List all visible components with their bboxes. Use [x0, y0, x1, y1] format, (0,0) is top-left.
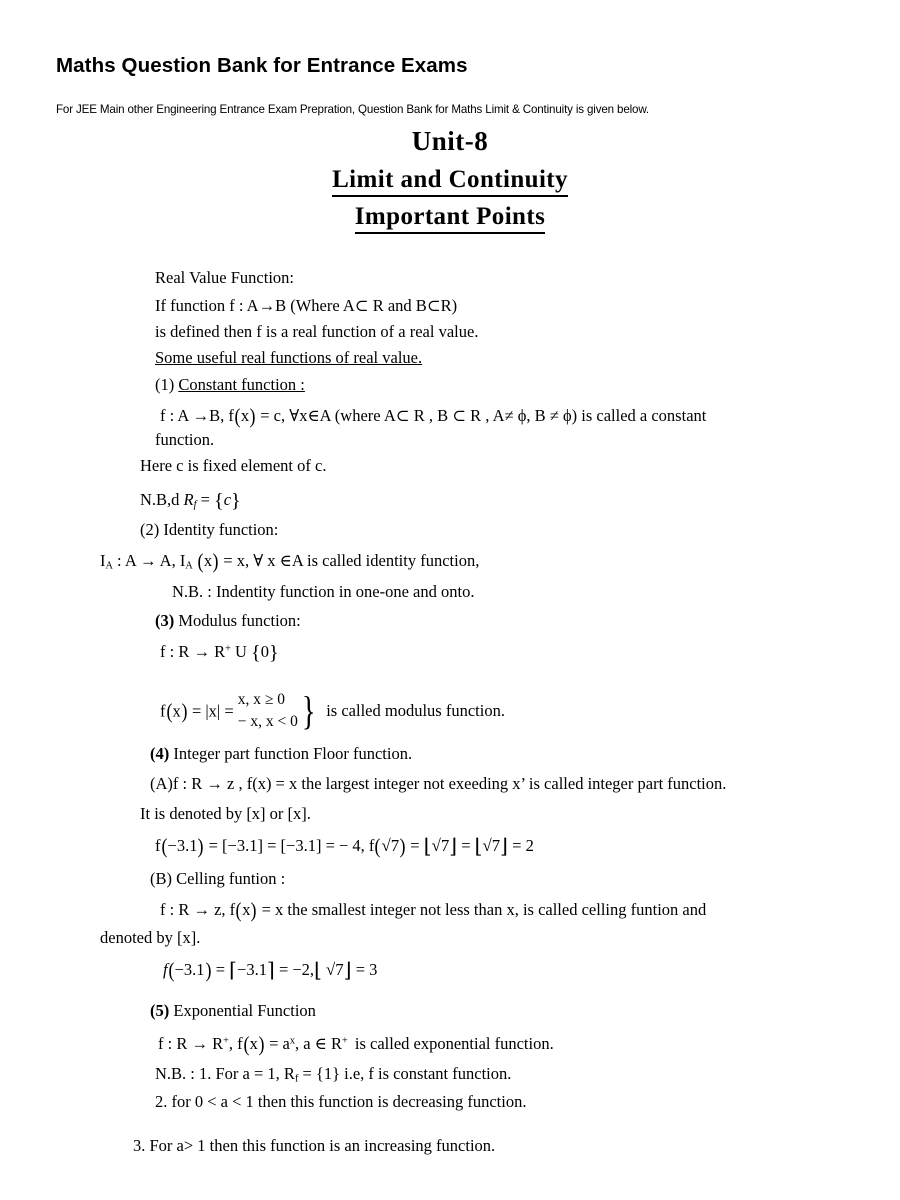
item3-tail: is called modulus function. — [326, 701, 505, 721]
item5-def-e: = a — [269, 1034, 290, 1053]
item4b-denoted-text: denoted by [x]. — [100, 928, 201, 947]
line-item4a-denoted — [140, 806, 311, 823]
nbd-equals: = — [200, 490, 210, 509]
item1-number: (1) — [155, 375, 175, 394]
page-title: Maths Question Bank for Entrance Exams — [56, 54, 468, 77]
line-item1-heading — [155, 377, 305, 394]
heading-section-text: Important Points — [355, 203, 545, 234]
item4a-eq-equals-2: = — [461, 836, 471, 855]
line-item4b-example: f(−3.1) = ⌈−3.1⌉ = −2,⌊ √7⌋ = 3 — [163, 957, 378, 982]
arrow-icon: → — [139, 551, 157, 570]
item5-number: (5) — [150, 1001, 170, 1020]
item4a-eq-mid: = [−3.1] = [−3.1] = − 4, f — [208, 836, 375, 855]
text-some-useful: Some useful real functions of real value. — [155, 348, 423, 367]
line-item3-definition: f(x) = |x| = x, x ≥ 0 − x, x < 0 } is called modulus function. — [160, 688, 505, 734]
item4a-text: f : R — [172, 774, 203, 793]
nbd-range-symbol: R — [183, 490, 194, 509]
item5-def-d: x — [249, 1034, 258, 1053]
piecewise-case-1: x, x ≥ 0 — [237, 691, 286, 708]
item5-def-c: , f — [228, 1034, 243, 1053]
item5-def-g: is called exponential function. — [354, 1034, 554, 1053]
item3-domain-a: f : R — [160, 642, 190, 661]
item2-def-b: A, I — [159, 551, 186, 570]
line-some-useful — [155, 350, 422, 367]
item1-def-c: x — [240, 406, 250, 425]
item3-domain-union: U — [235, 642, 247, 661]
line-item3-domain: f : R → R+ U {0} — [160, 642, 279, 664]
item4b-def-b: z, f — [214, 900, 236, 919]
sqrt-icon: √7 — [381, 836, 400, 855]
line-real-value-function — [155, 270, 294, 287]
heading-topic — [0, 166, 900, 197]
item4a-denoted-text: It is denoted by [x] or [x]. — [140, 804, 311, 823]
item1-def-b: B, f — [209, 406, 234, 425]
line-item4b-definition: f : R → z, f(x) = x the smallest integer not less than x, is called celling funtion and — [160, 897, 707, 922]
item5-def-a: f : R — [158, 1034, 188, 1053]
item4a-eq-equals-1: = — [410, 836, 420, 855]
item4b-eq-inner: −3.1 — [237, 960, 267, 979]
line-item4b-denoted — [100, 930, 200, 947]
identity-symbol: I — [100, 551, 106, 570]
text-is-defined: is defined then f is a real function of a real value. — [155, 322, 479, 341]
nbd-range-subscript: f — [193, 499, 197, 511]
item4a-rest: z , f(x) = x the largest integer not exeeding x’ is called integer part function. — [227, 774, 727, 793]
line-nbd-range: N.B,d $R_f = \{c\}$ — [140, 490, 241, 512]
item5-sup-3: + — [341, 1035, 348, 1047]
item5-nb1-post: = {1} i.e, f is constant function. — [302, 1064, 512, 1083]
item4-label: Integer part function Floor function. — [173, 744, 413, 763]
line-if-function — [155, 298, 457, 315]
item5-def-f: , a ∈ R — [294, 1034, 342, 1053]
item4b-eq-mid: = −2, — [278, 960, 315, 979]
item2-label: Identity function: — [163, 520, 279, 539]
heading-topic-text: Limit and Continuity — [332, 166, 568, 197]
item4b-def-d: = x the smallest integer not less than x, is called celling funtion and — [261, 900, 707, 919]
line-item3-heading — [155, 613, 301, 630]
sqrt-icon: √7 — [482, 836, 501, 855]
item1-label: Constant function : — [178, 375, 305, 394]
item4b-eq-result: = 3 — [355, 960, 378, 979]
arrow-icon: → — [258, 296, 276, 315]
item5-label: Exponential Function — [173, 1001, 316, 1020]
item4b-eq-equals-1: = — [215, 960, 226, 979]
identity-subscript: A — [105, 560, 113, 572]
line-item2-heading — [140, 522, 278, 539]
item3-domain-b: R — [214, 642, 226, 661]
line-item5-nb2 — [155, 1094, 526, 1111]
label-real-value-function: Real Value Function: — [155, 268, 295, 287]
item1-def-d: = c, ∀x∈A (where A⊂ R , B ⊂ R , A≠ ϕ, B ≠ ϕ) is called a constant — [260, 406, 707, 425]
line-item4-heading — [150, 746, 412, 763]
line-item5-nb3 — [133, 1138, 495, 1155]
line-item5-definition: f : R → R+, $f(x) = a^x$, a ∈ R+ is called exponential function. — [158, 1031, 554, 1056]
item4b-eq-f: f — [163, 960, 168, 979]
line-item4b-heading — [150, 871, 285, 888]
item3-fx: f — [160, 701, 166, 721]
item4a-eq-f: f — [155, 836, 161, 855]
item5-sup-2: x — [289, 1035, 295, 1047]
heading-unit-text: Unit-8 — [411, 126, 489, 156]
item3-fx-arg: x — [172, 701, 181, 721]
line-is-defined — [155, 324, 478, 341]
item4b-label: Celling funtion : — [176, 869, 286, 888]
item4b-def-c: x — [242, 900, 251, 919]
heading-unit — [0, 126, 900, 157]
item3-domain-set: 0 — [260, 642, 269, 661]
item3-domain-superscript: + — [225, 643, 231, 655]
item2-def-d: = x, ∀ x ∈A is called identity function, — [223, 551, 480, 570]
sqrt-icon: √7 — [326, 960, 344, 979]
line-item2-nb — [172, 584, 474, 601]
line-item2-definition: $I_A$ : A → A, $I_A$ (x) = x, ∀ x ∈A is called identity function, — [100, 548, 480, 573]
item2-number: (2) — [140, 520, 160, 539]
piecewise-case-2: − x, x < 0 — [237, 713, 298, 731]
line-here-c — [140, 458, 326, 475]
item4b-eq-arg: −3.1 — [174, 960, 205, 979]
item1-def-e: function. — [155, 430, 215, 449]
line-item1-definition-cont — [155, 432, 214, 449]
item4b-number: (B) — [150, 869, 172, 888]
nbd-set-value: c — [223, 490, 232, 509]
nbd-label: N.B,d — [140, 490, 180, 509]
text-if-function-post: B (Where A⊂ R and B⊂R) — [275, 296, 458, 315]
item4a-eq-result: = 2 — [512, 836, 534, 855]
item5-def-b: R — [212, 1034, 224, 1053]
arrow-icon: → — [191, 1034, 208, 1053]
heading-section — [0, 203, 900, 234]
item5-nb3-text: 3. For a> 1 then this function is an increasing function. — [133, 1136, 496, 1155]
arrow-icon: → — [193, 900, 210, 919]
item2-def-a: : A — [117, 551, 136, 570]
item3-number: (3) — [155, 611, 175, 630]
item4a-marker: (A) — [150, 774, 173, 793]
item4-number: (4) — [150, 744, 170, 763]
arrow-icon: → — [206, 774, 223, 793]
line-item4a-definition — [150, 776, 726, 793]
item2-nb-text: N.B. : Indentity function in one-one and onto. — [172, 582, 475, 601]
item5-nb2-text: 2. for 0 < a < 1 then this function is decreasing function. — [155, 1092, 527, 1111]
item5-nb1-pre: N.B. : 1. For a = 1, R — [155, 1064, 295, 1083]
curly-brace-icon: } — [301, 688, 316, 734]
arrow-icon: → — [193, 642, 210, 661]
item4a-eq-arg: −3.1 — [167, 836, 198, 855]
line-item1-definition: f : A →B, f(x) = c, ∀x∈A (where A⊂ R , B ⊂ R , A≠ ϕ, B ≠ ϕ) is called a constant — [160, 403, 707, 428]
line-item4a-example: f(−3.1) = [−3.1] = [−3.1] = − 4, f(√7) = ⌊√7⌋ = ⌊√7⌋ = 2 — [155, 833, 534, 858]
text-if-function-pre: If function f : A — [155, 296, 259, 315]
item3-equals: = |x| = — [191, 701, 234, 721]
item4b-def-a: f : R — [160, 900, 190, 919]
intro-paragraph: For JEE Main other Engineering Entrance Exam Prepration, Question Bank for Maths Limit & Continuity is given below. — [56, 103, 650, 116]
arrow-icon: → — [192, 406, 210, 425]
identity-subscript-2: A — [185, 560, 193, 572]
piecewise-rows — [238, 689, 298, 734]
item5-sup-1: + — [223, 1035, 229, 1047]
item1-def-a: f : A — [160, 406, 189, 425]
line-item5-nb1 — [155, 1066, 511, 1083]
item5-nb1-subscript: f — [294, 1073, 299, 1085]
item3-label: Modulus function: — [178, 611, 301, 630]
line-item5-heading — [150, 1003, 316, 1020]
text-here-c: Here c is fixed element of c. — [140, 456, 327, 475]
sqrt-icon: √7 — [431, 836, 450, 855]
piecewise-block — [238, 689, 318, 734]
item2-def-c: x — [203, 551, 213, 570]
